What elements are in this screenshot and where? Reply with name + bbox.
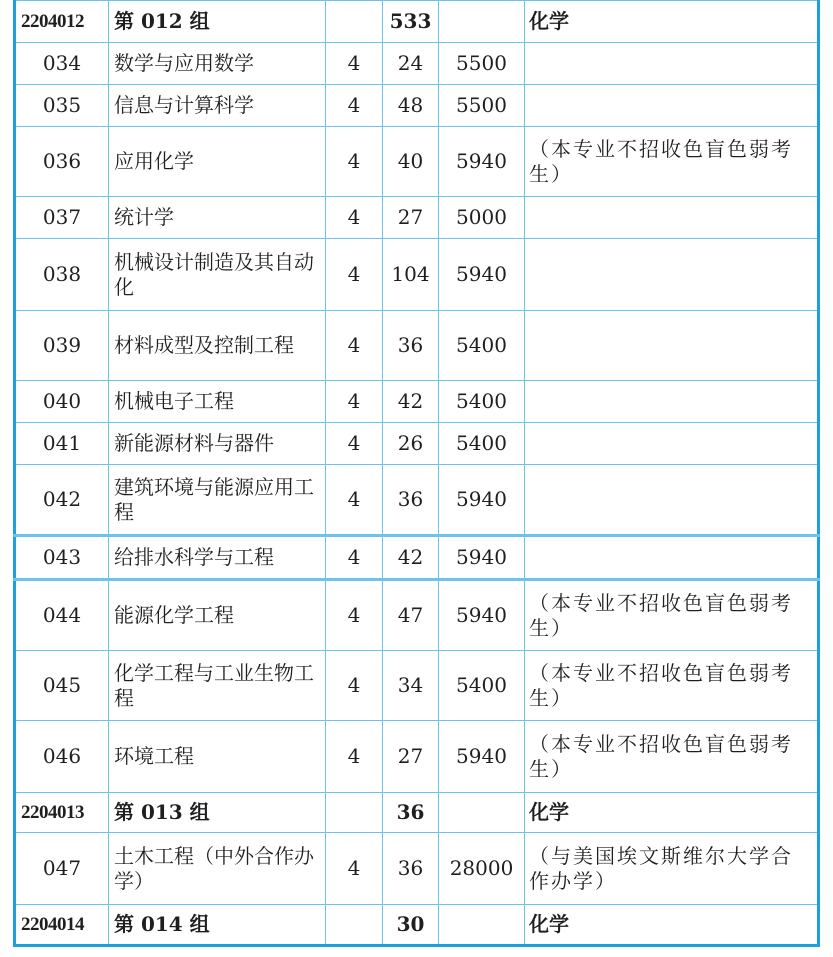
major-name-cell: 统计学 — [109, 197, 326, 239]
plan-count-cell: 27 — [383, 197, 439, 239]
major-row — [15, 85, 819, 127]
major-code-cell: 043 — [15, 536, 109, 580]
major-code-cell: 041 — [15, 423, 109, 465]
major-row — [15, 127, 819, 197]
major-name-cell: 机械设计制造及其自动化 — [109, 239, 326, 311]
major-name-cell: 能源化学工程 — [109, 580, 326, 651]
tuition-cell: 5940 — [439, 239, 525, 311]
major-name-cell: 机械电子工程 — [109, 381, 326, 423]
major-code-cell: 034 — [15, 43, 109, 85]
major-name-cell: 应用化学 — [109, 127, 326, 197]
tuition-cell: 5940 — [439, 465, 525, 536]
major-code-cell: 047 — [15, 833, 109, 905]
major-row — [15, 239, 819, 311]
subject-requirement-cell: 化学 — [525, 793, 819, 833]
major-row — [15, 833, 819, 905]
major-name-cell: 数学与应用数学 — [109, 43, 326, 85]
years-cell: 4 — [326, 536, 383, 580]
plan-count-cell: 47 — [383, 580, 439, 651]
admissions-plan-table-page — [13, 0, 817, 947]
years-cell: 4 — [326, 127, 383, 197]
table-body — [15, 1, 819, 946]
tuition-cell: 5500 — [439, 85, 525, 127]
plan-count-cell: 27 — [383, 721, 439, 793]
group-name-cell: 第 014 组 — [109, 905, 326, 946]
plan-count-cell: 36 — [383, 793, 439, 833]
group-row — [15, 793, 819, 833]
group-row — [15, 1, 819, 43]
major-row — [15, 465, 819, 536]
years-cell: 4 — [326, 311, 383, 381]
remarks-cell: （本专业不招收色盲色弱考生） — [525, 127, 819, 197]
major-name-cell: 给排水科学与工程 — [109, 536, 326, 580]
group-code-cell: 2204014 — [15, 905, 109, 946]
group-code-cell: 2204012 — [15, 1, 109, 43]
years-cell: 4 — [326, 580, 383, 651]
remarks-cell — [525, 197, 819, 239]
major-name-cell: 建筑环境与能源应用工程 — [109, 465, 326, 536]
remarks-cell — [525, 381, 819, 423]
tuition-cell: 5400 — [439, 651, 525, 721]
years-cell: 4 — [326, 833, 383, 905]
major-code-cell: 045 — [15, 651, 109, 721]
years-cell: 4 — [326, 197, 383, 239]
tuition-cell: 5000 — [439, 197, 525, 239]
remarks-cell: （与美国埃文斯维尔大学合作办学） — [525, 833, 819, 905]
major-name-cell: 化学工程与工业生物工程 — [109, 651, 326, 721]
major-code-cell: 042 — [15, 465, 109, 536]
years-cell: 4 — [326, 721, 383, 793]
plan-count-cell: 26 — [383, 423, 439, 465]
remarks-cell — [525, 423, 819, 465]
major-code-cell: 039 — [15, 311, 109, 381]
plan-count-cell: 24 — [383, 43, 439, 85]
major-code-cell: 035 — [15, 85, 109, 127]
major-row — [15, 423, 819, 465]
group-name-cell: 第 013 组 — [109, 793, 326, 833]
years-cell: 4 — [326, 651, 383, 721]
tuition-cell: 5940 — [439, 536, 525, 580]
years-cell: 4 — [326, 85, 383, 127]
remarks-cell — [525, 536, 819, 580]
major-code-cell: 037 — [15, 197, 109, 239]
major-row — [15, 381, 819, 423]
years-cell: 4 — [326, 43, 383, 85]
major-row — [15, 580, 819, 651]
major-code-cell: 040 — [15, 381, 109, 423]
plan-count-cell: 30 — [383, 905, 439, 946]
major-row — [15, 721, 819, 793]
tuition-cell — [439, 793, 525, 833]
subject-requirement-cell: 化学 — [525, 1, 819, 43]
major-code-cell: 038 — [15, 239, 109, 311]
remarks-cell — [525, 465, 819, 536]
plan-count-cell: 42 — [383, 381, 439, 423]
years-cell: 4 — [326, 423, 383, 465]
tuition-cell — [439, 905, 525, 946]
major-row — [15, 536, 819, 580]
tuition-cell: 5400 — [439, 423, 525, 465]
plan-count-cell: 36 — [383, 833, 439, 905]
major-name-cell: 信息与计算科学 — [109, 85, 326, 127]
remarks-cell — [525, 85, 819, 127]
major-name-cell: 土木工程（中外合作办学） — [109, 833, 326, 905]
major-code-cell: 036 — [15, 127, 109, 197]
years-cell: 4 — [326, 465, 383, 536]
major-code-cell: 046 — [15, 721, 109, 793]
remarks-cell — [525, 311, 819, 381]
group-code-cell: 2204013 — [15, 793, 109, 833]
major-row — [15, 651, 819, 721]
major-name-cell: 环境工程 — [109, 721, 326, 793]
plan-count-cell: 42 — [383, 536, 439, 580]
group-row — [15, 905, 819, 946]
plan-count-cell: 533 — [383, 1, 439, 43]
years-cell — [326, 905, 383, 946]
remarks-cell — [525, 43, 819, 85]
major-name-cell: 材料成型及控制工程 — [109, 311, 326, 381]
major-row — [15, 197, 819, 239]
plan-count-cell: 36 — [383, 311, 439, 381]
remarks-cell: （本专业不招收色盲色弱考生） — [525, 721, 819, 793]
major-code-cell: 044 — [15, 580, 109, 651]
years-cell — [326, 793, 383, 833]
subject-requirement-cell: 化学 — [525, 905, 819, 946]
remarks-cell: （本专业不招收色盲色弱考生） — [525, 651, 819, 721]
admissions-plan-table — [13, 0, 820, 947]
group-name-cell: 第 012 组 — [109, 1, 326, 43]
years-cell — [326, 1, 383, 43]
tuition-cell — [439, 1, 525, 43]
tuition-cell: 5940 — [439, 127, 525, 197]
remarks-cell: （本专业不招收色盲色弱考生） — [525, 580, 819, 651]
major-name-cell: 新能源材料与器件 — [109, 423, 326, 465]
plan-count-cell: 40 — [383, 127, 439, 197]
plan-count-cell: 34 — [383, 651, 439, 721]
tuition-cell: 5400 — [439, 311, 525, 381]
years-cell: 4 — [326, 381, 383, 423]
tuition-cell: 5940 — [439, 580, 525, 651]
major-row — [15, 311, 819, 381]
plan-count-cell: 36 — [383, 465, 439, 536]
tuition-cell: 5940 — [439, 721, 525, 793]
remarks-cell — [525, 239, 819, 311]
major-row — [15, 43, 819, 85]
tuition-cell: 5500 — [439, 43, 525, 85]
years-cell: 4 — [326, 239, 383, 311]
plan-count-cell: 48 — [383, 85, 439, 127]
tuition-cell: 5400 — [439, 381, 525, 423]
plan-count-cell: 104 — [383, 239, 439, 311]
tuition-cell: 28000 — [439, 833, 525, 905]
